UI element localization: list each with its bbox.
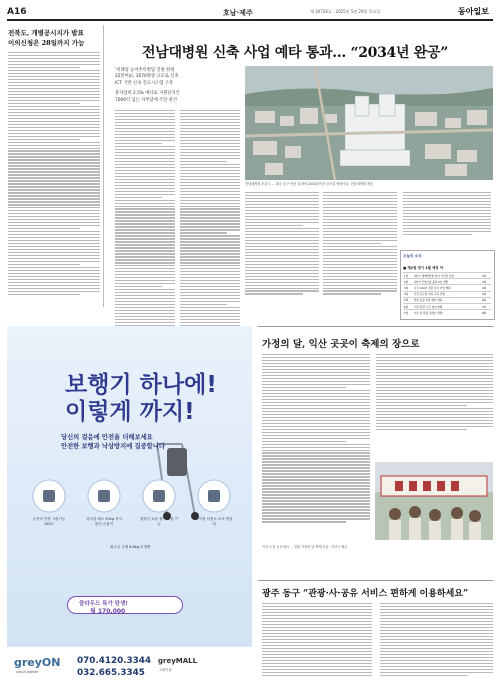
rank-cell: 5위	[403, 297, 413, 303]
main-subhead: 22만여㎡, 1070병상 규모로 신축	[115, 74, 179, 80]
main-body-col4	[323, 192, 397, 295]
table-row	[403, 310, 491, 316]
rank-cell: 6위	[403, 303, 413, 309]
ad-feature: 좌석장 다용도 보조 받침대	[195, 517, 233, 526]
main-subhead: ICT 기반 신속 진료시스템 구축	[115, 80, 174, 86]
ad-price-label: 클라우드 특가 탄생!	[79, 601, 128, 607]
main-body-col3	[245, 192, 319, 295]
section-title: 호남·제주	[223, 9, 253, 17]
ad-subline-1: 당신의 걸음에 안전을 더해보세요	[61, 434, 153, 441]
ad-brand-sub: cloud walker	[16, 670, 39, 674]
hospital-aerial-photo	[245, 66, 493, 180]
ad-feature: 손목의 안정 그립가능 150도	[32, 517, 66, 526]
story2-headline: 가정의 달, 익산 곳곳이 축제의 장으로	[262, 339, 420, 350]
ad-subline-2: 안전한 보행과 낙상방지에 집중합니다	[61, 443, 165, 450]
count-cell: 5회	[481, 291, 491, 297]
rank-cell: 3위	[403, 285, 413, 291]
main-body-col1	[115, 110, 175, 359]
item-cell: 산림 공무원 대상 교육 진행	[413, 291, 481, 297]
count-cell: 7회	[481, 303, 491, 309]
count-cell: 3회	[481, 279, 491, 285]
ad-headline-1: 보행기 하나에!	[65, 372, 217, 398]
ad-mall-logo: greyMALL	[158, 657, 198, 665]
ad-mall-sub: 그레이몰	[158, 668, 172, 672]
main-headline: 전남대병원 신축 사업 예타 통과… “2034년 완공”	[142, 45, 448, 61]
section-rule	[258, 580, 493, 581]
item-cell: 제7기 세계박람회 참가 국가관 선정	[413, 273, 481, 279]
ad-phone-2: 032.665.3345	[77, 668, 145, 678]
section-rule	[258, 326, 493, 327]
story2-photo-caption: 익산 도심 곳곳에서 … 열린 가정의 달 축제 모습. 익산시 제공	[262, 545, 348, 549]
ad-phone-1: 070.4120.3344	[77, 656, 152, 666]
main-body-col5	[403, 192, 491, 235]
story3-body-col1	[262, 603, 372, 676]
festival-photo	[375, 462, 493, 540]
issue-info: 제 30726호 · 2025년 5월 29일 목요일	[310, 9, 381, 14]
story2-body-col1b	[262, 462, 370, 523]
item-cell: 나주 100년 정원 조성 사업 계획	[413, 285, 481, 291]
ad-feature: 접철식 보관 접이 보관 가능	[139, 517, 179, 526]
rank-cell: 1위	[403, 273, 413, 279]
ranking-table	[403, 272, 491, 315]
main-body-col2	[180, 110, 240, 359]
header-rule	[7, 19, 493, 21]
main-subhead: ‘비례형 농어촌특별법 진원 한래	[115, 68, 175, 73]
ranking-box-title: ■ 제2권 정기 1월 예정 여	[403, 266, 444, 270]
newspaper-logo: 동아일보	[458, 7, 489, 16]
page-number: A16	[7, 7, 27, 17]
item-cell: 반려 동물 문화 행사 개최	[413, 297, 481, 303]
ranking-box-header: 오늘의 소식	[403, 254, 422, 258]
ad-brand-logo: greyON	[14, 656, 61, 669]
item-cell: 여수 섬 관광 콘텐츠 개발	[413, 310, 481, 316]
story2-body-col2	[376, 354, 493, 430]
photo-caption: 전남대병원 조감도 … 광주 동구 학동 일대에 2034년까지 들어설 예정이다. 전남대병원 제공	[245, 182, 374, 186]
rank-cell: 7위	[403, 310, 413, 316]
ad-price: 월 170,000	[90, 608, 126, 615]
item-cell: 기후 환경 시민 참여 계획	[413, 303, 481, 309]
main-subhead: 7000억 넘는 자부담에 조달 관건	[115, 97, 178, 103]
count-cell: 2회	[481, 273, 491, 279]
count-cell: 4회	[481, 285, 491, 291]
column-divider	[103, 25, 104, 307]
count-cell: 6회	[481, 297, 491, 303]
ad-feature: 일어설 때도 50kg 지지 완전 손잡이	[86, 517, 122, 526]
main-subheads	[115, 68, 180, 104]
main-subhead: 총사업비 2.5% 예타로 지원단지인	[115, 91, 180, 97]
left-headline-2: 이의신청은 28일까지 가능	[8, 39, 85, 47]
count-cell: 8회	[481, 310, 491, 316]
rank-cell: 2위	[403, 279, 413, 285]
rank-cell: 4위	[403, 291, 413, 297]
left-article-body	[8, 52, 100, 295]
story3-body-col2	[380, 603, 493, 676]
ad-headline-2: 이렇게 까지!	[65, 399, 195, 425]
left-headline-1: 전북도, 개별공시지가 발표	[8, 29, 84, 37]
ad-feature: 최고급 주행 6.8kg 초경량	[110, 545, 151, 549]
story3-headline: 광주 동구 “관광·사·공유 서비스 편하게 이용하세요”	[262, 589, 469, 599]
item-cell: 제7기 산업기술 융합 2호 개발	[413, 279, 481, 285]
